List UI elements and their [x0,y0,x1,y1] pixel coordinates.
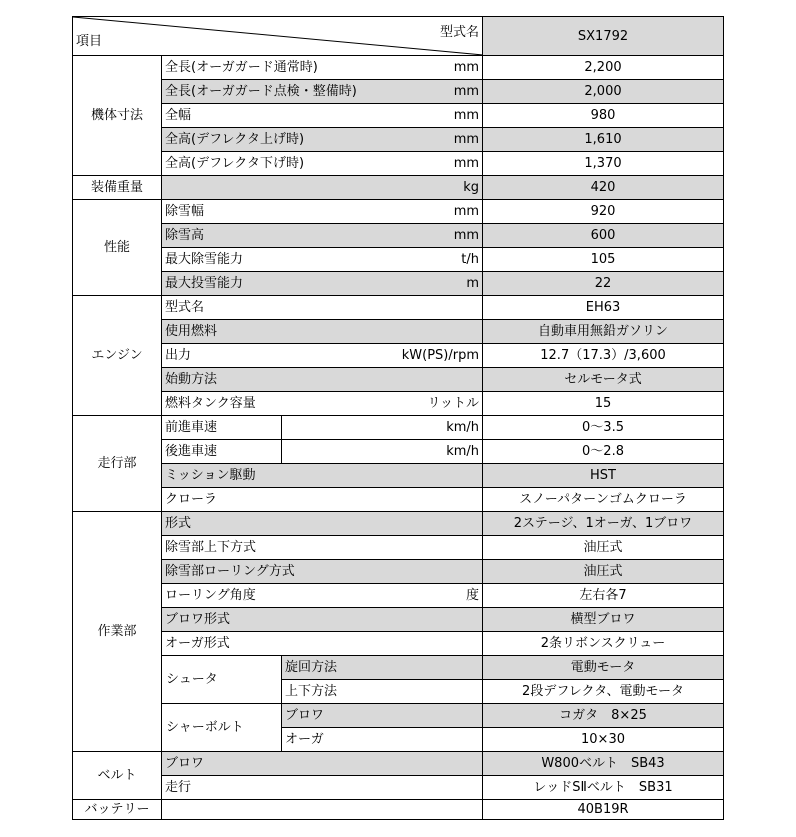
row-value: HST [483,464,724,488]
row-value: 10×30 [483,728,724,752]
row-value: 油圧式 [483,560,724,584]
row-label: 上下方法 [282,680,483,704]
row-label-cell [162,368,483,392]
type-name-label: 型式名 [440,25,480,40]
row-label-cell [162,56,483,80]
row-label-cell [162,248,483,272]
table-row [73,440,724,464]
table-row [73,152,724,176]
table-row [73,776,724,800]
table-row [73,128,724,152]
item-label: 項目 [76,34,103,49]
row-label: 最大投雪能力 [165,276,244,291]
row-unit: m [466,276,480,291]
row-label-cell [162,296,483,320]
row-value: 40B19R [483,800,724,820]
row-value: 2条リボンスクリュー [483,632,724,656]
row-label: ブロワ形式 [162,608,483,632]
row-value: 自動車用無鉛ガソリン [483,320,724,344]
table-row [73,176,724,200]
header-row [73,17,724,56]
row-unit: mm [453,108,480,123]
row-label: 旋回方法 [282,656,483,680]
row-value: 2,000 [483,80,724,104]
row-value: 1,610 [483,128,724,152]
group-work: 作業部 [73,512,162,752]
row-label-cell [162,320,483,344]
model-name: SX1792 [483,17,724,56]
row-unit: kW(PS)/rpm [401,348,480,363]
row-label: オーガ [282,728,483,752]
table-row [73,392,724,416]
table-row [73,512,724,536]
table-row [73,296,724,320]
table-row [73,704,724,728]
table-row [73,536,724,560]
table-row [73,80,724,104]
row-value: 920 [483,200,724,224]
row-value: 600 [483,224,724,248]
row-label-cell [162,80,483,104]
row-unit: mm [453,60,480,75]
row-label-cell [162,392,483,416]
row-value: セルモータ式 [483,368,724,392]
row-label-cell [162,224,483,248]
subgroup-shear-bolt: シャーボルト [162,704,282,752]
row-unit: mm [453,84,480,99]
table-row [73,800,724,820]
group-dimensions: 機体寸法 [73,56,162,176]
row-value: 2ステージ、1オーガ、1ブロワ [483,512,724,536]
row-label: 全長(オーガガード通常時) [165,60,318,75]
table-row [73,608,724,632]
table-row [73,560,724,584]
row-unit: mm [453,204,480,219]
row-value: 油圧式 [483,536,724,560]
row-label: 燃料タンク容量 [165,396,256,411]
row-label: 除雪高 [165,228,205,243]
row-label-cell [162,152,483,176]
table-row [73,200,724,224]
row-value: 左右各7 [483,584,724,608]
row-value: レッドSⅡベルト SB31 [483,776,724,800]
row-label: 全長(オーガガード点検・整備時) [165,84,357,99]
spec-table [72,16,724,820]
row-unit: mm [453,132,480,147]
table-row [73,56,724,80]
row-value: 2,200 [483,56,724,80]
row-label: 型式名 [165,300,205,315]
row-value: EH63 [483,296,724,320]
table-row [73,488,724,512]
row-label: オーガ形式 [162,632,483,656]
row-label-cell [162,584,483,608]
subgroup-chute: シュータ [162,656,282,704]
row-label-cell [162,344,483,368]
row-value: 22 [483,272,724,296]
row-label-cell [162,200,483,224]
row-label-cell [162,272,483,296]
row-value: 0～3.5 [483,416,724,440]
row-label-cell [162,128,483,152]
row-value: 0～2.8 [483,440,724,464]
row-value: 横型ブロワ [483,608,724,632]
row-label: ブロワ [162,752,483,776]
row-label: 形式 [162,512,483,536]
table-row [73,248,724,272]
row-unit: mm [453,228,480,243]
row-label: 走行 [162,776,483,800]
row-label: 除雪幅 [165,204,205,219]
row-value: 980 [483,104,724,128]
row-unit: リットル [427,396,480,411]
row-value: 15 [483,392,724,416]
row-unit: t/h [461,252,480,267]
row-value: コガタ 8×25 [483,704,724,728]
group-drive: 走行部 [73,416,162,512]
row-label: 出力 [165,348,192,363]
row-label: 始動方法 [165,372,218,387]
row-label: 最大除雪能力 [165,252,244,267]
row-value: W800ベルト SB43 [483,752,724,776]
group-weight: 装備重量 [73,176,162,200]
row-value: 1,370 [483,152,724,176]
row-unit: km/h [282,440,483,464]
row-label: 前進車速 [162,416,282,440]
row-label: 全高(デフレクタ下げ時) [165,156,305,171]
row-value: スノーパターンゴムクローラ [483,488,724,512]
row-label: 全幅 [165,108,192,123]
row-value: 105 [483,248,724,272]
row-value: 電動モータ [483,656,724,680]
row-label: クローラ [162,488,483,512]
table-row [73,368,724,392]
row-unit: mm [453,156,480,171]
table-row [73,344,724,368]
row-unit: kg [162,176,483,200]
table-row [73,464,724,488]
table-row [73,320,724,344]
row-label: 使用燃料 [165,324,218,339]
group-performance: 性能 [73,200,162,296]
group-engine: エンジン [73,296,162,416]
table-row [73,752,724,776]
group-battery: バッテリー [73,800,162,820]
row-unit: km/h [282,416,483,440]
diagonal-line [73,17,483,55]
table-row [73,584,724,608]
header-diagonal-cell [73,17,483,56]
table-row [73,104,724,128]
row-label: ブロワ [282,704,483,728]
row-label-cell [162,104,483,128]
group-belt: ベルト [73,752,162,800]
table-row [73,632,724,656]
table-row [73,272,724,296]
table-row [73,656,724,680]
row-value: 12.7（17.3）/3,600 [483,344,724,368]
row-unit: 度 [466,588,480,603]
empty-cell [162,800,483,820]
row-label: 全高(デフレクタ上げ時) [165,132,305,147]
table-row [73,416,724,440]
row-label: ミッション駆動 [162,464,483,488]
row-value: 2段デフレクタ、電動モータ [483,680,724,704]
row-label: 後進車速 [162,440,282,464]
row-label: ローリング角度 [165,588,256,603]
row-label: 除雪部ローリング方式 [162,560,483,584]
row-label: 除雪部上下方式 [162,536,483,560]
table-row [73,224,724,248]
row-value: 420 [483,176,724,200]
